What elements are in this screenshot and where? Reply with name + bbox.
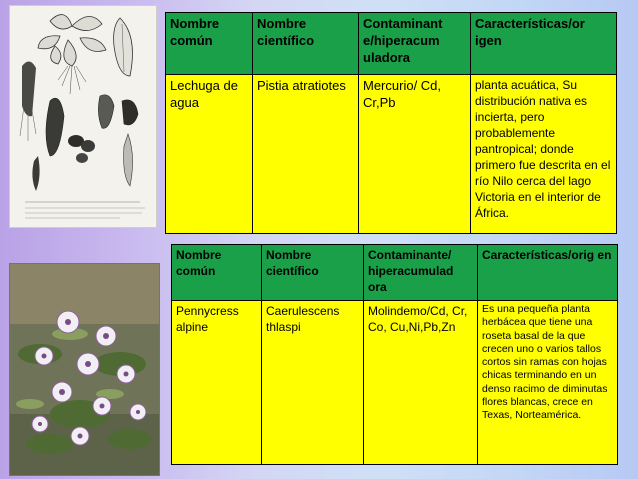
header-caracteristicas: Características/orig en — [478, 245, 618, 301]
header-nombre-comun: Nombre común — [166, 13, 253, 75]
header-caracteristicas: Características/or igen — [471, 13, 617, 75]
cell-nombre-comun: Pennycress alpine — [172, 301, 262, 465]
table-header-row — [166, 13, 617, 75]
header-nombre-cientifico: Nombre científico — [262, 245, 364, 301]
header-nombre-cientifico: Nombre científico — [253, 13, 359, 75]
pennycress-table — [171, 244, 618, 465]
thlaspi-photo — [9, 263, 160, 476]
header-contaminante: Contaminant e/hiperacum uladora — [359, 13, 471, 75]
cell-nombre-cientifico: Caerulescens thlaspi — [262, 301, 364, 465]
cell-nombre-comun: Lechuga de agua — [166, 75, 253, 234]
thlaspi-photo-drawing — [10, 264, 159, 475]
cell-nombre-cientifico: Pistia atratiotes — [253, 75, 359, 234]
header-contaminante: Contaminante/ hiperacumulad ora — [364, 245, 478, 301]
header-nombre-comun: Nombre común — [172, 245, 262, 301]
cell-contaminante: Mercurio/ Cd, Cr,Pb — [359, 75, 471, 234]
table-header-row — [172, 245, 618, 301]
cell-caracteristicas: planta acuática, Su distribución nativa es incierta, pero probablemente pantropical; donde primero fue descrita en el río Nilo cerca del lago Victoria en el interior de África. — [471, 75, 617, 234]
cell-caracteristicas: Es una pequeña planta herbácea que tiene una roseta basal de la que crecen uno o varios tallos cortos sin ramas con hojas chicas terminando en un denso racimo de diminutas flores blancas, crece en Texas, Norteamérica. — [478, 301, 618, 465]
pistia-table — [165, 12, 617, 234]
cell-contaminante: Molindemo/Cd, Cr, Co, Cu,Ni,Pb,Zn — [364, 301, 478, 465]
table-row — [172, 301, 618, 465]
pistia-drawing — [10, 6, 156, 227]
table-row — [166, 75, 617, 234]
pistia-illustration — [9, 5, 157, 228]
